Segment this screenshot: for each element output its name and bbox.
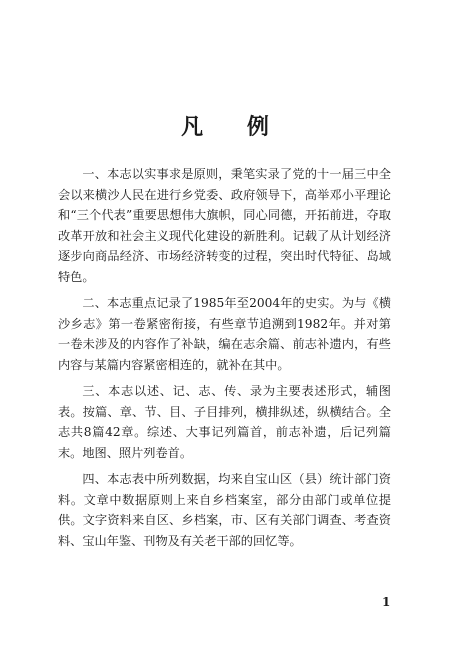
paragraph-3: 三、本志以述、记、志、传、录为主要表述形式，辅图表。按篇、章、节、目、子目排列，横排纵述，纵横结合。全志共8篇42章。综述、大事记列篇首，前志补遗，后记列篇末。地图、照片列卷首。 [58, 384, 391, 460]
page-title: 凡 例 [181, 114, 287, 140]
document-body [58, 164, 391, 557]
paragraph-4: 四、本志表中所列数据，均来自宝山区（县）统计部门资料。文章中数据原则上来自乡档案室，部分由部门或单位提供。文字资料来自区、乡档案，市、区有关部门调查、考查资料、宝山年鉴、刊物及有关老干部的回忆等。 [58, 472, 391, 548]
paragraph-2: 二、本志重点记录了1985年至2004年的史实。为与《横沙乡志》第一卷紧密衔接，有些章节追溯到1982年。并对第一卷未涉及的内容作了补缺，编在志余篇、前志补遗内，有些内容与某篇内容紧密相连的，就补在其中。 [58, 296, 391, 372]
page-number: 1 [382, 595, 391, 609]
paragraph-1: 一、本志以实事求是原则，秉笔实录了党的十一届三中全会以来横沙人民在进行乡党委、政府领导下，高举邓小平理论和“三个代表”重要思想伟大旗帜，同心同德，开拓前进，夺取改革开放和社会主义现代化建设的新胜利。记载了从计划经济逐步向商品经济、市场经济转变的过程，突出时代特征、岛域特色。 [58, 167, 391, 284]
